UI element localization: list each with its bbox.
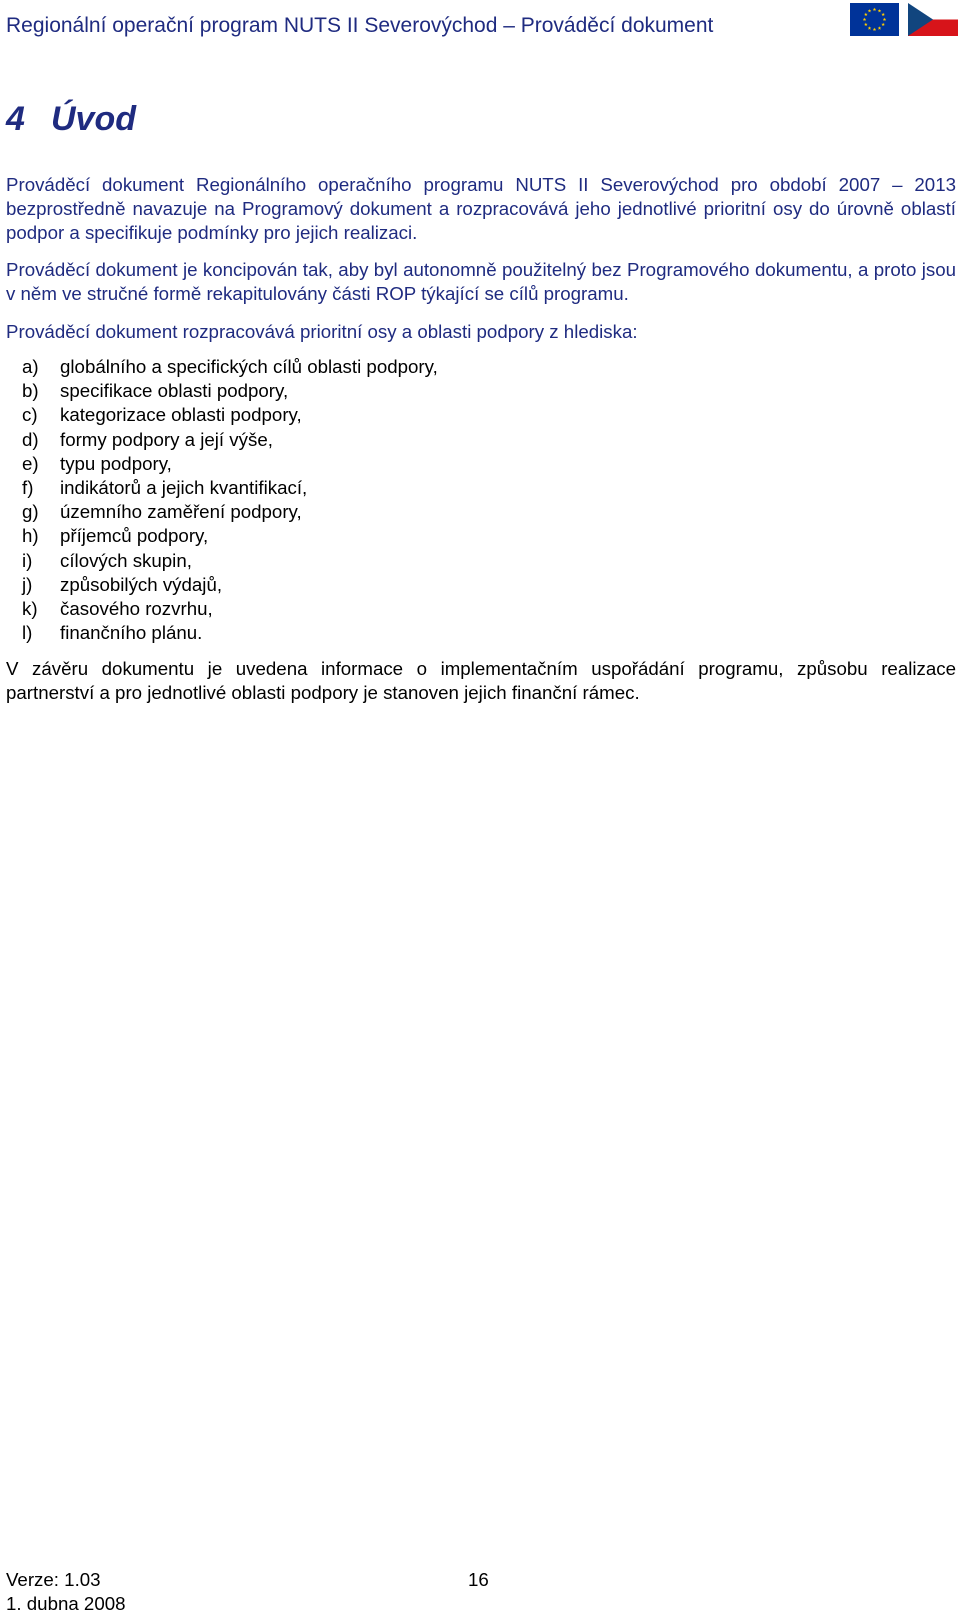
list-item-letter: k) — [22, 598, 38, 620]
list-item-text: cílových skupin, — [60, 549, 192, 571]
list-item-text: finančního plánu. — [60, 622, 203, 644]
list-item-text: formy podpory a její výše, — [60, 428, 273, 450]
list-item-text: specifikace oblasti podpory, — [60, 380, 289, 402]
footer-version: Verze: 1.03 — [6, 1569, 101, 1590]
intro-paragraph: Prováděcí dokument Regionálního operačního programu NUTS II Severovýchod pro období 2007 – 2013 bezprostředně navazuje na Programový dokument a rozpracovává jeho jednotlivé prioritní osy do úrovně oblastí podpor a specifikuje podmínky pro jejich realizaci. — [6, 174, 956, 243]
conclusion-paragraph: V závěru dokumentu je uvedena informace o implementačním uspořádání programu, způsobu realizace partnerství a pro jednotlivé oblasti podpory je stanoven jejich finanční rámec. — [6, 658, 956, 703]
list-item-text: kategorizace oblasti podpory, — [60, 404, 302, 426]
list-item-letter: f) — [22, 477, 34, 499]
section-title: Úvod — [51, 100, 136, 138]
list-item-letter: a) — [22, 356, 39, 377]
list-item-letter: b) — [22, 380, 39, 402]
list-item-text: indikátorů a jejich kvantifikací, — [60, 477, 308, 499]
aspects-list — [22, 355, 438, 645]
list-item-letter: e) — [22, 452, 39, 474]
czech-flag-icon — [908, 3, 958, 36]
list-item — [22, 524, 438, 548]
list-item — [22, 476, 438, 500]
section-heading — [6, 100, 136, 139]
list-intro-paragraph: Prováděcí dokument rozpracovává prioritní osy a oblasti podpory z hlediska: — [6, 321, 638, 342]
list-item-text: způsobilých výdajů, — [60, 573, 223, 595]
footer-date: 1. dubna 2008 — [6, 1593, 126, 1614]
list-item-text: globálního a specifických cílů oblasti podpory, — [60, 356, 438, 377]
list-item — [22, 452, 438, 476]
footer-page-number: 16 — [468, 1569, 489, 1590]
list-item-text: územního zaměření podpory, — [60, 501, 302, 523]
list-item — [22, 621, 438, 645]
list-item-letter: l) — [22, 622, 33, 644]
list-item — [22, 573, 438, 597]
autonomy-paragraph: Prováděcí dokument je koncipován tak, aby byl autonomně použitelný bez Programového dokumentu, a proto jsou v něm ve stručné formě rekapitulovány části ROP týkající se cílů programu. — [6, 259, 956, 304]
list-item-letter: h) — [22, 525, 39, 547]
list-item — [22, 428, 438, 452]
list-item-letter: j) — [22, 573, 33, 595]
list-item — [22, 379, 438, 403]
eu-flag-icon — [850, 3, 899, 36]
list-item-letter: d) — [22, 428, 39, 450]
list-item-text: příjemců podpory, — [60, 525, 209, 547]
list-item-letter: g) — [22, 501, 39, 523]
list-item — [22, 597, 438, 621]
list-item — [22, 355, 438, 379]
list-item — [22, 549, 438, 573]
list-item — [22, 403, 438, 427]
list-item-text: časového rozvrhu, — [60, 598, 213, 620]
list-item-letter: i) — [22, 549, 33, 571]
list-item-letter: c) — [22, 404, 38, 426]
list-item-text: typu podpory, — [60, 452, 172, 474]
section-number: 4 — [6, 100, 25, 138]
header-title: Regionální operační program NUTS II Severovýchod – Prováděcí dokument — [6, 14, 714, 37]
list-item — [22, 500, 438, 524]
